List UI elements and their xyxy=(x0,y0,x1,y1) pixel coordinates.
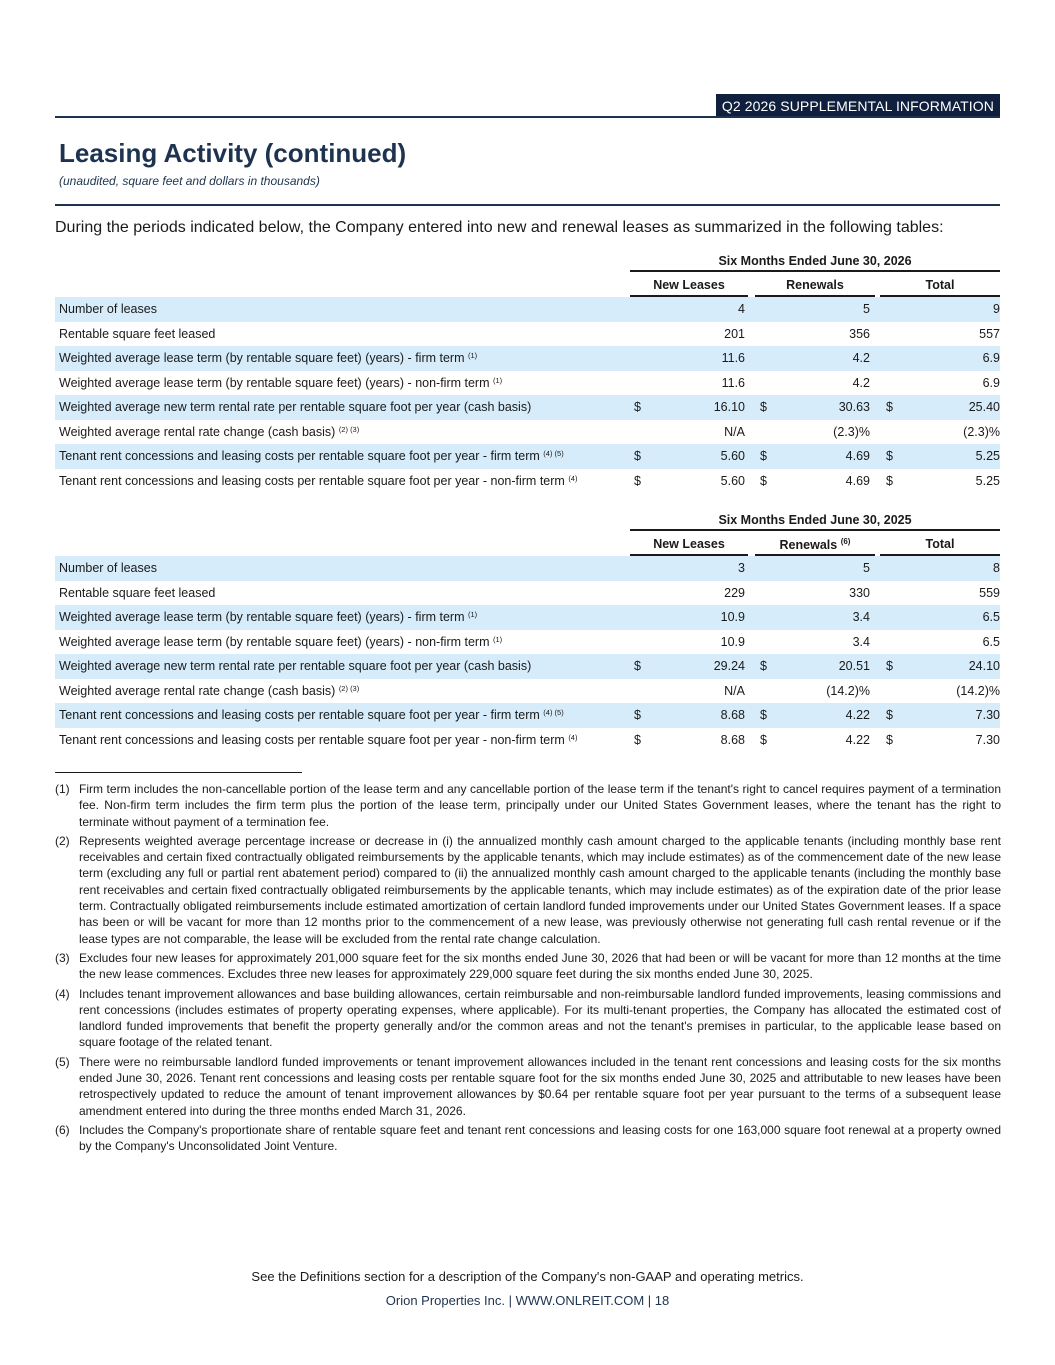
renewals-value: 5 xyxy=(863,561,870,575)
renewals-header-text: Renewals xyxy=(786,278,844,292)
footnote-number: (2) xyxy=(55,833,70,848)
table-row xyxy=(55,297,1000,322)
row-label xyxy=(59,449,564,463)
renewals-footnote-ref: (6) xyxy=(840,537,851,546)
renewals-value: 4.22 xyxy=(845,732,870,747)
total-value: 7.30 xyxy=(975,732,1000,747)
currency-symbol: $ xyxy=(886,473,893,488)
row-label xyxy=(59,302,157,316)
total-value: 24.10 xyxy=(968,659,1000,673)
currency-symbol: $ xyxy=(760,708,767,722)
table-row xyxy=(55,371,1000,396)
footnote-ref: (2) (3) xyxy=(338,424,360,434)
renewals-value: 3.4 xyxy=(852,610,870,624)
table-row xyxy=(55,346,1000,371)
new-leases-value: 3 xyxy=(738,561,745,575)
row-label-text: Weighted average lease term (by rentable square feet) (years) - firm term xyxy=(59,351,465,365)
new-leases-header-text: New Leases xyxy=(653,278,725,292)
footnote-ref: (4) xyxy=(568,732,578,742)
footnote-number: (4) xyxy=(55,986,70,1001)
footnote-number: (5) xyxy=(55,1054,70,1069)
total-value: 6.5 xyxy=(982,634,1000,649)
currency-symbol: $ xyxy=(760,473,767,488)
new-leases-value: N/A xyxy=(724,424,745,439)
currency-symbol: $ xyxy=(886,449,893,463)
footnote xyxy=(55,833,1001,947)
currency-symbol: $ xyxy=(634,708,641,722)
row-label-text: Tenant rent concessions and leasing costs per rentable square foot per year - firm term xyxy=(59,708,540,722)
renewals-header xyxy=(755,278,875,292)
renewals-value: (14.2)% xyxy=(826,683,870,698)
row-label xyxy=(59,327,215,341)
footer-line: Orion Properties Inc. | WWW.ONLREIT.COM | 18 xyxy=(385,1293,670,1308)
currency-symbol: $ xyxy=(886,708,893,722)
row-label xyxy=(59,684,359,698)
row-label-text: Weighted average rental rate change (cash basis) xyxy=(59,424,336,439)
new-leases-value: 8.68 xyxy=(720,732,745,747)
footnote-ref: (1) xyxy=(493,375,503,385)
row-label-text: Weighted average new term rental rate per rentable square foot per year (cash basis) xyxy=(59,659,532,673)
row-label-text: Tenant rent concessions and leasing costs per rentable square foot per year - non-firm term xyxy=(59,732,565,747)
renewals-value: 3.4 xyxy=(852,634,870,649)
renewals-header xyxy=(755,537,875,552)
new-leases-header xyxy=(630,278,748,292)
footnotes xyxy=(55,781,1001,1158)
total-value: 8 xyxy=(993,561,1000,575)
total-value: 5.25 xyxy=(975,449,1000,463)
table-row xyxy=(55,469,1000,494)
table-row xyxy=(55,605,1000,630)
footnote-text: Represents weighted average percentage increase or decrease in (i) the annualized monthly cash amount charged to the applicable tenants (including monthly base rent receivables and certain fixed contractually obligated reimbursements by the applicable tenants, which may include estimates) as of the commencement date of the new lease term (excluding any full or partial rent abatement period) compared to (ii) the annualized monthly cash amount charged to the applicable tenants (including the monthly base rent receivables and certain fixed contractually obligated reimbursements by the applicable tenants, which may include estimates) as of the expiration date of the prior lease term. Contractually obligated reimbursements include estimated amortization of certain landlord funded improvements under our United States Government leases. If a space has been or will be vacant for more than 12 months prior to the commencement of a new lease, was previously otherwise not generating full cash rental revenue or if the lease types are not comparable, the lease will be excluded from the rental rate change calculation. xyxy=(79,833,1001,946)
total-value: (2.3)% xyxy=(963,424,1000,439)
new-leases-value: 4 xyxy=(738,302,745,316)
total-header-text: Total xyxy=(925,278,955,292)
footnote-text: There were no reimbursable landlord funded improvements or tenant improvement allowances included in the tenant rent concessions and leasing costs for the six months ended June 30, 2026. Tenant rent concessions and leasing costs per rentable square foot for the six months ended June 30, 2025 and attributable to new leases have been retrospectively updated to reduce the amount of tenant improvement allowances by $0.64 per rentable square foot per year pursuant to the terms of a subsequent lease amendment entered into during the three months ended March 31, 2026. xyxy=(79,1054,1001,1118)
table-row xyxy=(55,581,1000,606)
new-leases-value: 201 xyxy=(724,326,745,341)
footnote-rule xyxy=(55,772,302,773)
total-value: 6.9 xyxy=(982,375,1000,390)
currency-symbol: $ xyxy=(760,400,767,414)
leasing-table-2026 xyxy=(55,252,1000,493)
row-label xyxy=(59,400,531,414)
footnote-ref: (4) (5) xyxy=(543,708,564,717)
row-label-text: Weighted average new term rental rate per rentable square foot per year (cash basis) xyxy=(59,400,532,414)
table-row xyxy=(55,654,1000,679)
row-label xyxy=(59,733,577,747)
footnote xyxy=(55,1122,1001,1155)
currency-symbol: $ xyxy=(634,400,641,414)
renewals-value: 356 xyxy=(849,326,870,341)
renewals-value: 20.51 xyxy=(838,659,870,673)
row-label-text: Weighted average lease term (by rentable square feet) (years) - non-firm term xyxy=(59,634,490,649)
row-label xyxy=(59,474,577,488)
footnote-ref: (4) (5) xyxy=(543,449,564,458)
row-label-text: Rentable square feet leased xyxy=(59,326,216,341)
table-row xyxy=(55,679,1000,704)
table-row xyxy=(55,703,1000,728)
period-header xyxy=(55,511,1000,531)
new-leases-value: 29.24 xyxy=(713,659,745,673)
total-header-text: Total xyxy=(925,537,955,551)
row-label-text: Number of leases xyxy=(59,302,157,316)
footnote xyxy=(55,950,1001,983)
currency-symbol: $ xyxy=(886,732,893,747)
header-badge: Q2 2026 SUPPLEMENTAL INFORMATION xyxy=(716,94,1000,118)
period-header xyxy=(55,252,1000,272)
footnote xyxy=(55,781,1001,830)
row-label xyxy=(59,425,359,439)
column-headers xyxy=(55,531,1000,556)
total-value: (14.2)% xyxy=(956,683,1000,698)
footnote-ref: (1) xyxy=(493,634,503,644)
row-label xyxy=(59,351,477,365)
table-row xyxy=(55,322,1000,347)
footnote-ref: (4) xyxy=(568,473,578,483)
total-value: 6.5 xyxy=(982,610,1000,624)
page-subtitle: (unaudited, square feet and dollars in thousands) xyxy=(59,174,320,188)
currency-symbol: $ xyxy=(886,659,893,673)
table-row xyxy=(55,556,1000,581)
column-headers xyxy=(55,272,1000,297)
row-label xyxy=(59,659,531,673)
new-leases-value: 10.9 xyxy=(720,610,745,624)
footnote-ref: (1) xyxy=(467,351,478,360)
renewals-value: 4.22 xyxy=(845,708,870,722)
row-label xyxy=(59,586,215,600)
renewals-value: 4.2 xyxy=(852,351,870,365)
footnote-text: Firm term includes the non-cancellable portion of the lease term and any cancellable portion of the lease term if the tenant's right to cancel requires payment of a termination fee. Non-firm term includes the firm term plus the portion of the lease term, principally under our United States Government leases, where the tenant has the right to terminate without payment of a termination fee. xyxy=(79,782,1001,829)
row-label xyxy=(59,610,477,624)
footnote xyxy=(55,986,1001,1051)
footnote-number: (6) xyxy=(55,1122,70,1137)
title-rule xyxy=(55,204,1000,206)
renewals-value: 4.2 xyxy=(852,375,870,390)
renewals-value: (2.3)% xyxy=(833,424,870,439)
total-value: 25.40 xyxy=(968,400,1000,414)
row-label-text: Weighted average lease term (by rentable square feet) (years) - firm term xyxy=(59,610,465,624)
row-label xyxy=(59,635,502,649)
row-label-text: Tenant rent concessions and leasing costs per rentable square foot per year - firm term xyxy=(59,449,540,463)
total-header xyxy=(880,278,1000,292)
row-label-text: Tenant rent concessions and leasing costs per rentable square foot per year - non-firm term xyxy=(59,473,565,488)
table-row xyxy=(55,395,1000,420)
row-label xyxy=(59,376,502,390)
footnote xyxy=(55,1054,1001,1119)
renewals-value: 4.69 xyxy=(845,473,870,488)
new-leases-value: 229 xyxy=(724,585,745,600)
currency-symbol: $ xyxy=(634,449,641,463)
renewals-value: 4.69 xyxy=(845,449,870,463)
table-row xyxy=(55,444,1000,469)
currency-symbol: $ xyxy=(760,449,767,463)
new-leases-value: 5.60 xyxy=(720,449,745,463)
currency-symbol: $ xyxy=(760,659,767,673)
footnote-number: (1) xyxy=(55,782,70,796)
row-label xyxy=(59,561,157,575)
new-leases-value: 11.6 xyxy=(721,375,745,390)
new-leases-header xyxy=(630,537,748,551)
table-row xyxy=(55,420,1000,445)
period-label: Six Months Ended June 30, 2025 xyxy=(718,513,912,527)
period-label: Six Months Ended June 30, 2026 xyxy=(718,254,912,268)
currency-symbol: $ xyxy=(634,659,641,673)
total-header xyxy=(880,537,1000,551)
footnote-ref: (1) xyxy=(467,610,478,619)
renewals-value: 5 xyxy=(863,302,870,316)
footnote-number: (3) xyxy=(55,950,70,965)
table-row xyxy=(55,728,1000,753)
new-leases-value: 8.68 xyxy=(720,708,745,722)
row-label-text: Weighted average lease term (by rentable square feet) (years) - non-firm term xyxy=(59,375,490,390)
row-label-text: Rentable square feet leased xyxy=(59,585,216,600)
total-value: 9 xyxy=(993,302,1000,316)
header-rule xyxy=(55,116,1000,118)
new-leases-value: 10.9 xyxy=(720,634,745,649)
footnote-text: Includes the Company's proportionate share of rentable square feet and tenant rent concessions and leasing costs for one 163,000 square foot renewal at a property owned by the Company's Unconsolidated Joint Venture. xyxy=(79,1122,1001,1154)
total-value: 7.30 xyxy=(975,708,1000,722)
total-value: 5.25 xyxy=(975,473,1000,488)
currency-symbol: $ xyxy=(886,400,893,414)
footer-note: See the Definitions section for a description of the Company's non-GAAP and operating metrics. xyxy=(251,1269,804,1284)
new-leases-value: 11.6 xyxy=(721,351,745,365)
row-label xyxy=(59,708,564,722)
renewals-value: 330 xyxy=(849,585,870,600)
total-value: 6.9 xyxy=(982,351,1000,365)
currency-symbol: $ xyxy=(760,732,767,747)
new-leases-header-text: New Leases xyxy=(653,537,725,551)
leasing-table-2025 xyxy=(55,511,1000,752)
table-row xyxy=(55,630,1000,655)
currency-symbol: $ xyxy=(634,732,641,747)
intro-text: During the periods indicated below, the Company entered into new and renewal leases as summarized in the following tables: xyxy=(55,219,944,236)
renewals-header-text: Renewals xyxy=(779,538,838,553)
row-label-text: Weighted average rental rate change (cash basis) xyxy=(59,683,336,698)
footnote-text: Excludes four new leases for approximately 201,000 square feet for the six months ended June 30, 2026 that had been or will be vacant for more than 12 months at the time the new lease commences. Excludes three new leases for approximately 229,000 square feet during the six months ended June 30, 2025. xyxy=(79,950,1001,982)
renewals-value: 30.63 xyxy=(838,400,870,414)
new-leases-value: 5.60 xyxy=(720,473,745,488)
new-leases-value: 16.10 xyxy=(713,400,745,414)
currency-symbol: $ xyxy=(634,473,641,488)
total-value: 559 xyxy=(979,585,1000,600)
footnote-ref: (2) (3) xyxy=(338,683,360,693)
total-value: 557 xyxy=(979,326,1000,341)
page-title: Leasing Activity (continued) xyxy=(59,138,407,168)
row-label-text: Number of leases xyxy=(59,561,157,575)
footnote-text: Includes tenant improvement allowances and base building allowances, certain reimbursable and non-reimbursable landlord funded improvements, leasing commissions and rent concessions (includes estimates of property operating expenses, where applicable). For its multi-tenant properties, the Company has allocated the estimated cost of landlord funded improvements that benefit the property generally and/or the common areas and not the tenant's premises in particular, to the applicable lease based on square footage of the related tenant. xyxy=(79,986,1001,1050)
new-leases-value: N/A xyxy=(724,683,745,698)
